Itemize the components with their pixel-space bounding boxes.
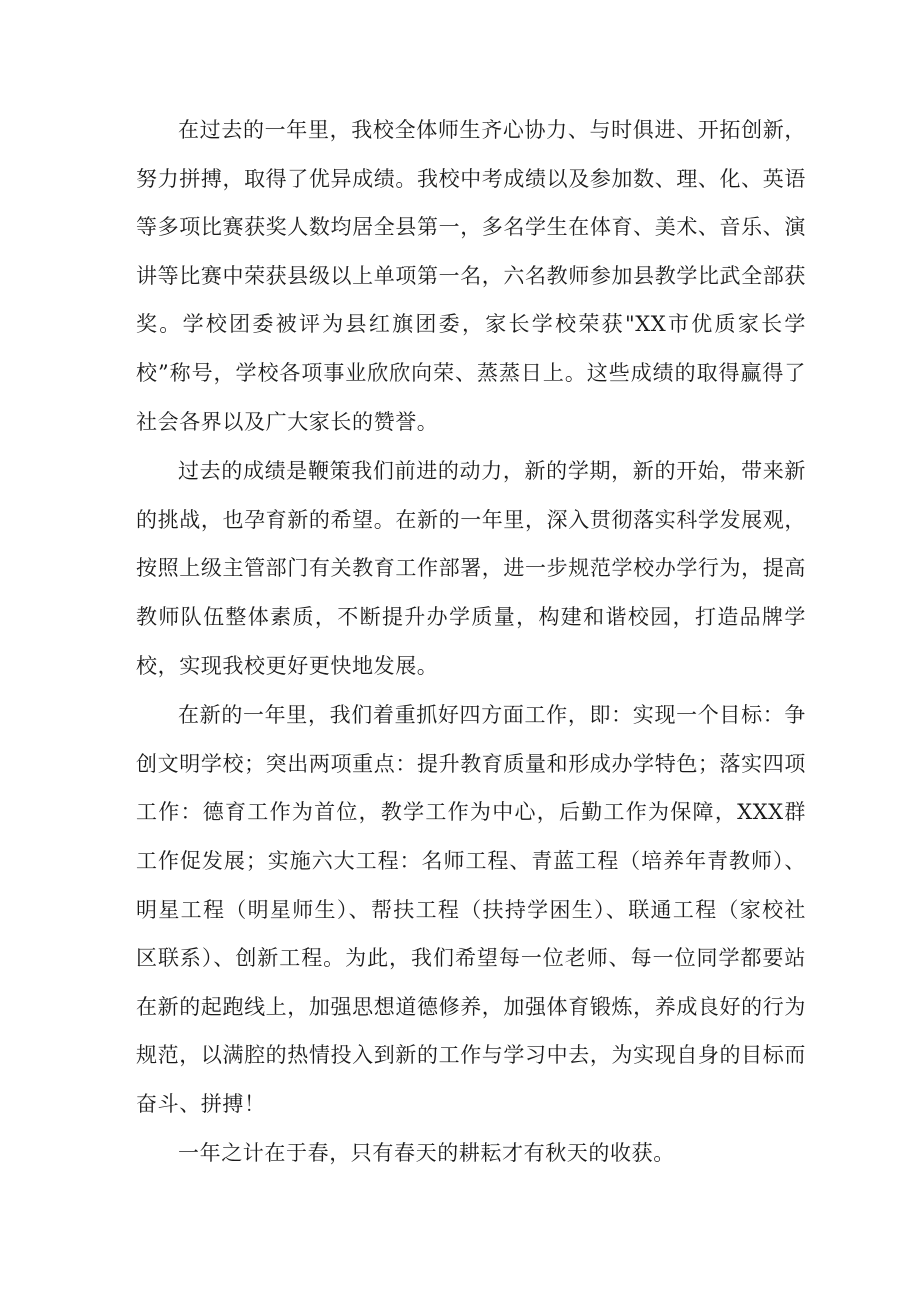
paragraph-achievements: 在过去的一年里，我校全体师生齐心协力、与时俱进、开拓创新，努力拼搏，取得了优异成绩。我校中考成绩以及参加数、理、化、英语等多项比赛获奖人数均居全县第一，多名学生在体育、美术、音乐、演讲等比赛中荣获县级以上单项第一名，六名教师参加县教学比武全部获奖。学校团委被评为县红旗团委，家长学校荣获"XX市优质家长学校”称号，学校各项事业欣欣向荣、蒸蒸日上。这些成绩的取得赢得了社会各界以及广大家长的赞誉。 bbox=[136, 118, 806, 434]
paragraph-closing: 一年之计在于春，只有春天的耕耘才有秋天的收获。 bbox=[178, 1141, 675, 1166]
document-body bbox=[136, 106, 806, 1178]
paragraph-new-challenges: 过去的成绩是鞭策我们前进的动力，新的学期，新的开始，带来新的挑战，也孕育新的希望。在新的一年里，深入贯彻落实科学发展观，按照上级主管部门有关教育工作部署，进一步规范学校办学行为，提高教师队伍整体素质，不断提升办学质量，构建和谐校园，打造品牌学校，实现我校更好更快地发展。 bbox=[136, 459, 806, 678]
paragraph-work-plan: 在新的一年里，我们着重抓好四方面工作，即：实现一个目标：争创文明学校；突出两项重点：提升教育质量和形成办学特色；落实四项工作：德育工作为首位，教学工作为中心，后勤工作为保障，XXX群工作促发展；实施六大工程：名师工程、青蓝工程（培养年青教师）、明星工程（明星师生）、帮扶工程（扶持学困生）、联通工程（家校社区联系）、创新工程。为此，我们希望每一位老师、每一位同学都要站在新的起跑线上，加强思想道德修养，加强体育锻炼，养成良好的行为规范，以满腔的热情投入到新的工作与学习中去，为实现自身的目标而奋斗、拼搏！ bbox=[136, 703, 806, 1116]
